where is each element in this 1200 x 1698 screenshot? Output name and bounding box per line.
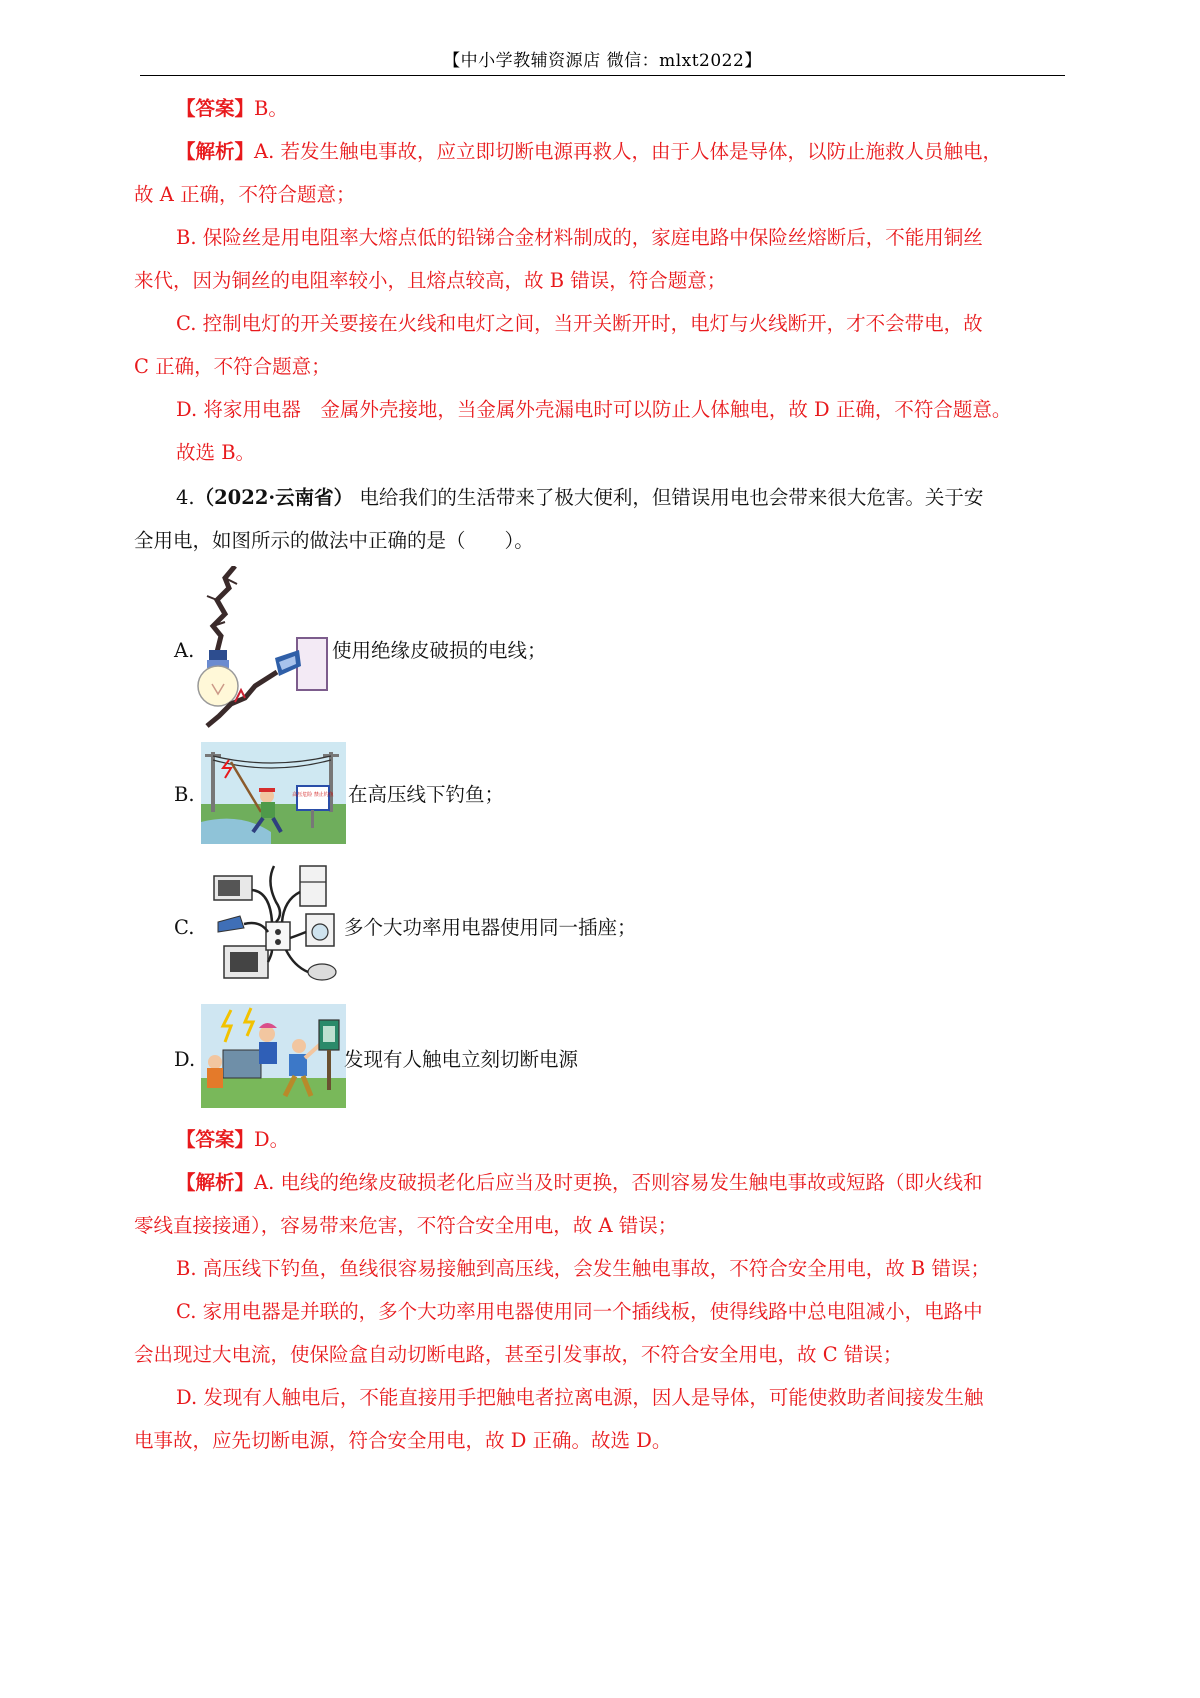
option-c-text: 多个大功率用电器使用同一插座； (344, 916, 637, 939)
fishing-under-power-line-image (201, 742, 346, 844)
q3-choose: 故选 B。 (176, 441, 256, 464)
q4-stem-line2: 全用电，如图所示的做法中正确的是（ ）。 (134, 529, 534, 552)
question-source: （2022·云南省） (194, 486, 354, 509)
q4-analysis-c-line1: C. 家用电器是并联的，多个大功率用电器使用同一个插线板，使得线路中总电阻减小，电路中 (176, 1300, 983, 1323)
page-header: 【中小学教辅资源店 微信：mlxt2022】 (443, 51, 762, 71)
cut-off-power-rescue-image (201, 1004, 346, 1108)
stem-text: 电给我们的生活带来了极大便利，但错误用电也会带来很大危害。关于安 (359, 486, 984, 509)
option-a-text: 使用绝缘皮破损的电线； (332, 639, 547, 662)
q4-analysis-d-line2: 电事故，应先切断电源，符合安全用电，故 D 正确。故选 D。 (134, 1429, 672, 1452)
q4-answer (176, 1127, 289, 1153)
broken-wire-bulb-image (195, 566, 345, 736)
q3-analysis-a-line1 (176, 139, 1002, 165)
analysis-tag: 【解析】 (176, 140, 255, 163)
option-d-text: 发现有人触电立刻切断电源 (344, 1048, 579, 1071)
q3-analysis-a-line2: 故 A 正确，不符合题意； (134, 183, 356, 206)
analysis-text: A. 电线的绝缘皮破损老化后应当及时更换，否则容易发生触电事故或短路（即火线和 (254, 1171, 983, 1194)
answer-tag: 【答案】 (176, 1128, 255, 1151)
option-d-letter: D. (174, 1048, 196, 1071)
analysis-text: A. 若发生触电事故，应立即切断电源再救人，由于人体是导体，以防止施救人员触电， (254, 140, 1002, 163)
q3-analysis-c-line1: C. 控制电灯的开关要接在火线和电灯之间，当开关断开时，电灯与火线断开，才不会带电，故 (176, 312, 983, 335)
q3-analysis-b-line2: 来代，因为铜丝的电阻率较小，且熔点较高，故 B 错误，符合题意； (134, 269, 727, 292)
warning-sign-text: 高压危险 禁止钓鱼 (292, 792, 334, 798)
option-c-letter: C. (174, 916, 195, 939)
q3-answer (176, 96, 288, 122)
q4-analysis-d-line1: D. 发现有人触电后，不能直接用手把触电者拉离电源，因人是导体，可能使救助者间接发生触 (176, 1386, 984, 1409)
option-b-letter: B. (174, 783, 195, 806)
q4-stem-line1 (176, 485, 983, 511)
q3-analysis-d-line1: D. 将家用电器 金属外壳接地，当金属外壳漏电时可以防止人体触电，故 D 正确，不符合题意。 (176, 398, 1012, 421)
q4-analysis-a-line1 (176, 1170, 983, 1196)
option-b-text: 在高压线下钓鱼； (348, 783, 505, 806)
option-a-letter: A. (174, 639, 195, 662)
q4-analysis-c-line2: 会出现过大电流，使保险盒自动切断电路，甚至引发事故，不符合安全用电，故 C 错误； (134, 1343, 903, 1366)
answer-text: B。 (254, 97, 288, 120)
question-number: 4. (176, 486, 195, 509)
overloaded-socket-image (210, 862, 345, 987)
answer-tag: 【答案】 (176, 97, 255, 120)
q4-analysis-b-line1: B. 高压线下钓鱼，鱼线很容易接触到高压线，会发生触电事故，不符合安全用电，故 B 错误； (176, 1257, 990, 1280)
q3-analysis-c-line2: C 正确，不符合题意； (134, 355, 331, 378)
analysis-tag: 【解析】 (176, 1171, 255, 1194)
header-divider (140, 75, 1065, 76)
answer-text: D。 (254, 1128, 290, 1151)
q3-analysis-b-line1: B. 保险丝是用电阻率大熔点低的铅锑合金材料制成的，家庭电路中保险丝熔断后，不能用铜丝 (176, 226, 983, 249)
q4-analysis-a-line2: 零线直接接通），容易带来危害，不符合安全用电，故 A 错误； (134, 1214, 678, 1237)
